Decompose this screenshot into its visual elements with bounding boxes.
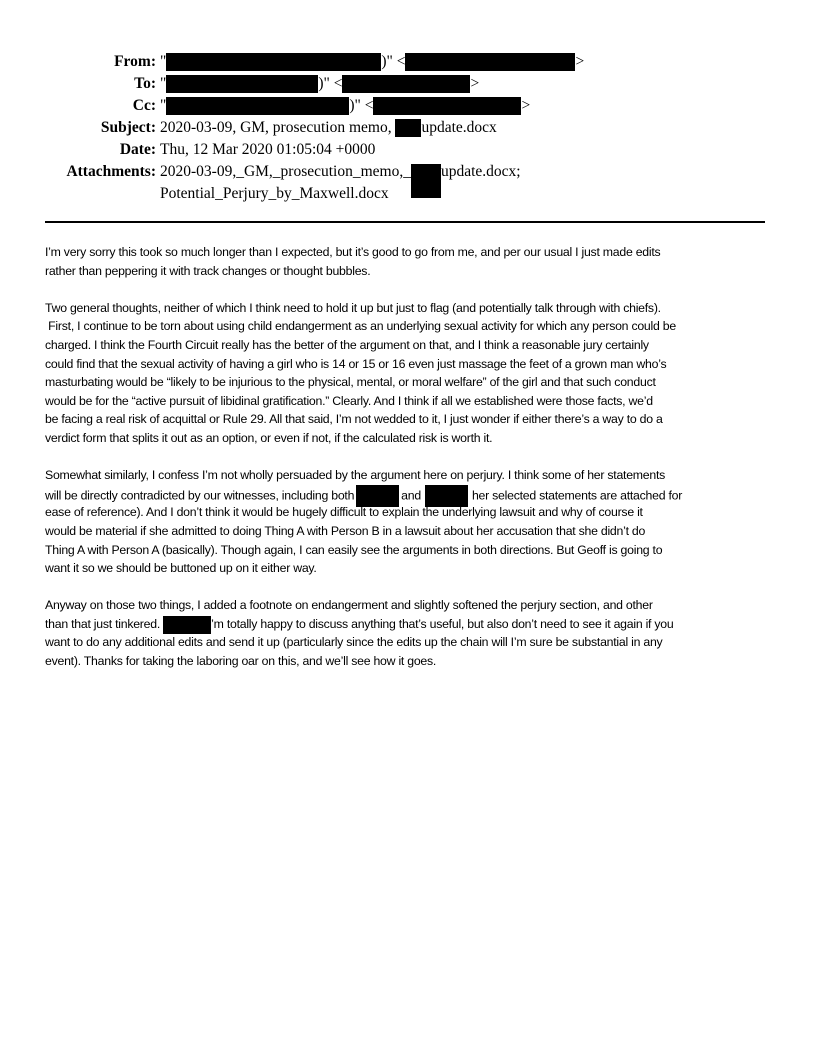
attachment-link[interactable]: 2020-03-09,_GM,_prosecution_memo,_ [160,163,411,180]
quote: " [160,53,167,70]
text-line: First, I continue to be torn about using child endangerment as an underlying sexual activity for which any person could be [45,319,676,334]
text-line: be facing a real risk of acquittal or Rule 29. All that said, I’m not wedded to it, I just wonder if either there’s a way to do a [45,412,663,427]
date-value: Thu, 12 Mar 2020 01:05:04 +0000 [160,141,376,158]
from-row [0,51,584,73]
quote: )" < [349,97,374,114]
text-line: charged. I think the Fourth Circuit really has the better of the argument on that, and I think a reasonable jury certainly [45,337,649,352]
redaction [405,53,575,71]
text-line: would be material if she admitted to doing Thing A with Person B in a lawsuit about her accusation that she didn’t do [45,523,646,538]
text: her selected statements are attached for [471,487,683,502]
text: ’m totally happy to discuss anything that’s useful, but also don’t need to see it again if you [211,616,674,631]
text: will be directly contradicted by our witnesses, including both [45,487,355,502]
email-body [45,243,682,689]
redaction [166,97,349,115]
attachments-row-2 [0,183,584,205]
text-line: want to do any additional edits and send it up (particularly since the edits up the chain will I’m sure be substantial in any [45,635,663,650]
quote: )" < [381,53,406,70]
text-line: I’m very sorry this took so much longer than I expected, but it’s good to go from me, and per our usual I just made edits [45,245,661,259]
bracket: > [575,53,585,70]
quote: " [160,97,167,114]
text-line [45,615,682,634]
subject-text: update.docx [421,119,497,136]
paragraph-2 [45,299,682,448]
text-line: ease of reference). And I don’t think it would be hugely difficult to explain the underlying lawsuit and why of course it [45,505,643,520]
attachment-link[interactable]: Potential_Perjury_by_Maxwell.docx [160,185,389,202]
email-header [0,51,584,205]
bracket: > [470,75,480,92]
cc-row [0,95,584,117]
attachments-row [0,161,584,183]
redaction [373,97,521,115]
redaction [411,164,441,198]
text-line: masturbating would be “likely to be injurious to the physical, mental, or moral welfare” of the girl and that such conduct [45,375,656,390]
redaction [166,53,381,71]
text-line: rather than peppering it with track changes or thought bubbles. [45,263,371,278]
to-label: To: [134,75,156,92]
subject-row [0,117,584,139]
text-line: Two general thoughts, neither of which I think need to hold it up but just to flag (and potentially talk through with chiefs). [45,300,661,315]
text-line: Anyway on those two things, I added a footnote on endangerment and slightly softened the perjury section, and other [45,598,653,613]
quote: " [160,75,167,92]
from-label: From: [114,53,156,70]
redaction [163,616,211,634]
text-line: want it so we should be buttoned up on it either way. [45,561,317,576]
quote: )" < [318,75,343,92]
text-line: verdict form that splits it out as an option, or even if not, if the calculated risk is worth it. [45,430,493,445]
subject-text: 2020-03-09, GM, prosecution memo, [160,119,392,136]
date-row [0,139,584,161]
text-line [45,485,682,504]
text: than that just tinkered. [45,616,160,631]
redaction [166,75,318,93]
text-line: could find that the sexual activity of having a girl who is 14 or 15 or 16 even just massage the feet of a grown man who’s [45,356,667,371]
to-row [0,73,584,95]
redaction [395,119,421,137]
text-line: Somewhat similarly, I confess I’m not wholly persuaded by the argument here on perjury. I think some of her statements [45,468,666,483]
text-line: event). Thanks for taking the laboring oar on this, and we’ll see how it goes. [45,654,437,669]
attachment-link[interactable]: update.docx; [440,163,521,180]
text-line: Thing A with Person A (basically). Though again, I can easily see the arguments in both directions. But Geoff is going to [45,542,663,557]
paragraph-3 [45,466,682,578]
date-label: Date: [119,141,156,158]
subject-label: Subject: [100,119,156,136]
paragraph-1 [45,243,682,280]
cc-label: Cc: [132,97,156,114]
text-line: would be for the “active pursuit of libidinal gratification.” Clearly. And I think if all we established were those facts, we’d [45,393,653,408]
bracket: > [521,97,531,114]
paragraph-4 [45,596,682,670]
text: and [401,487,421,502]
attachments-label: Attachments: [66,163,156,180]
header-divider [45,221,765,223]
redaction [342,75,470,93]
